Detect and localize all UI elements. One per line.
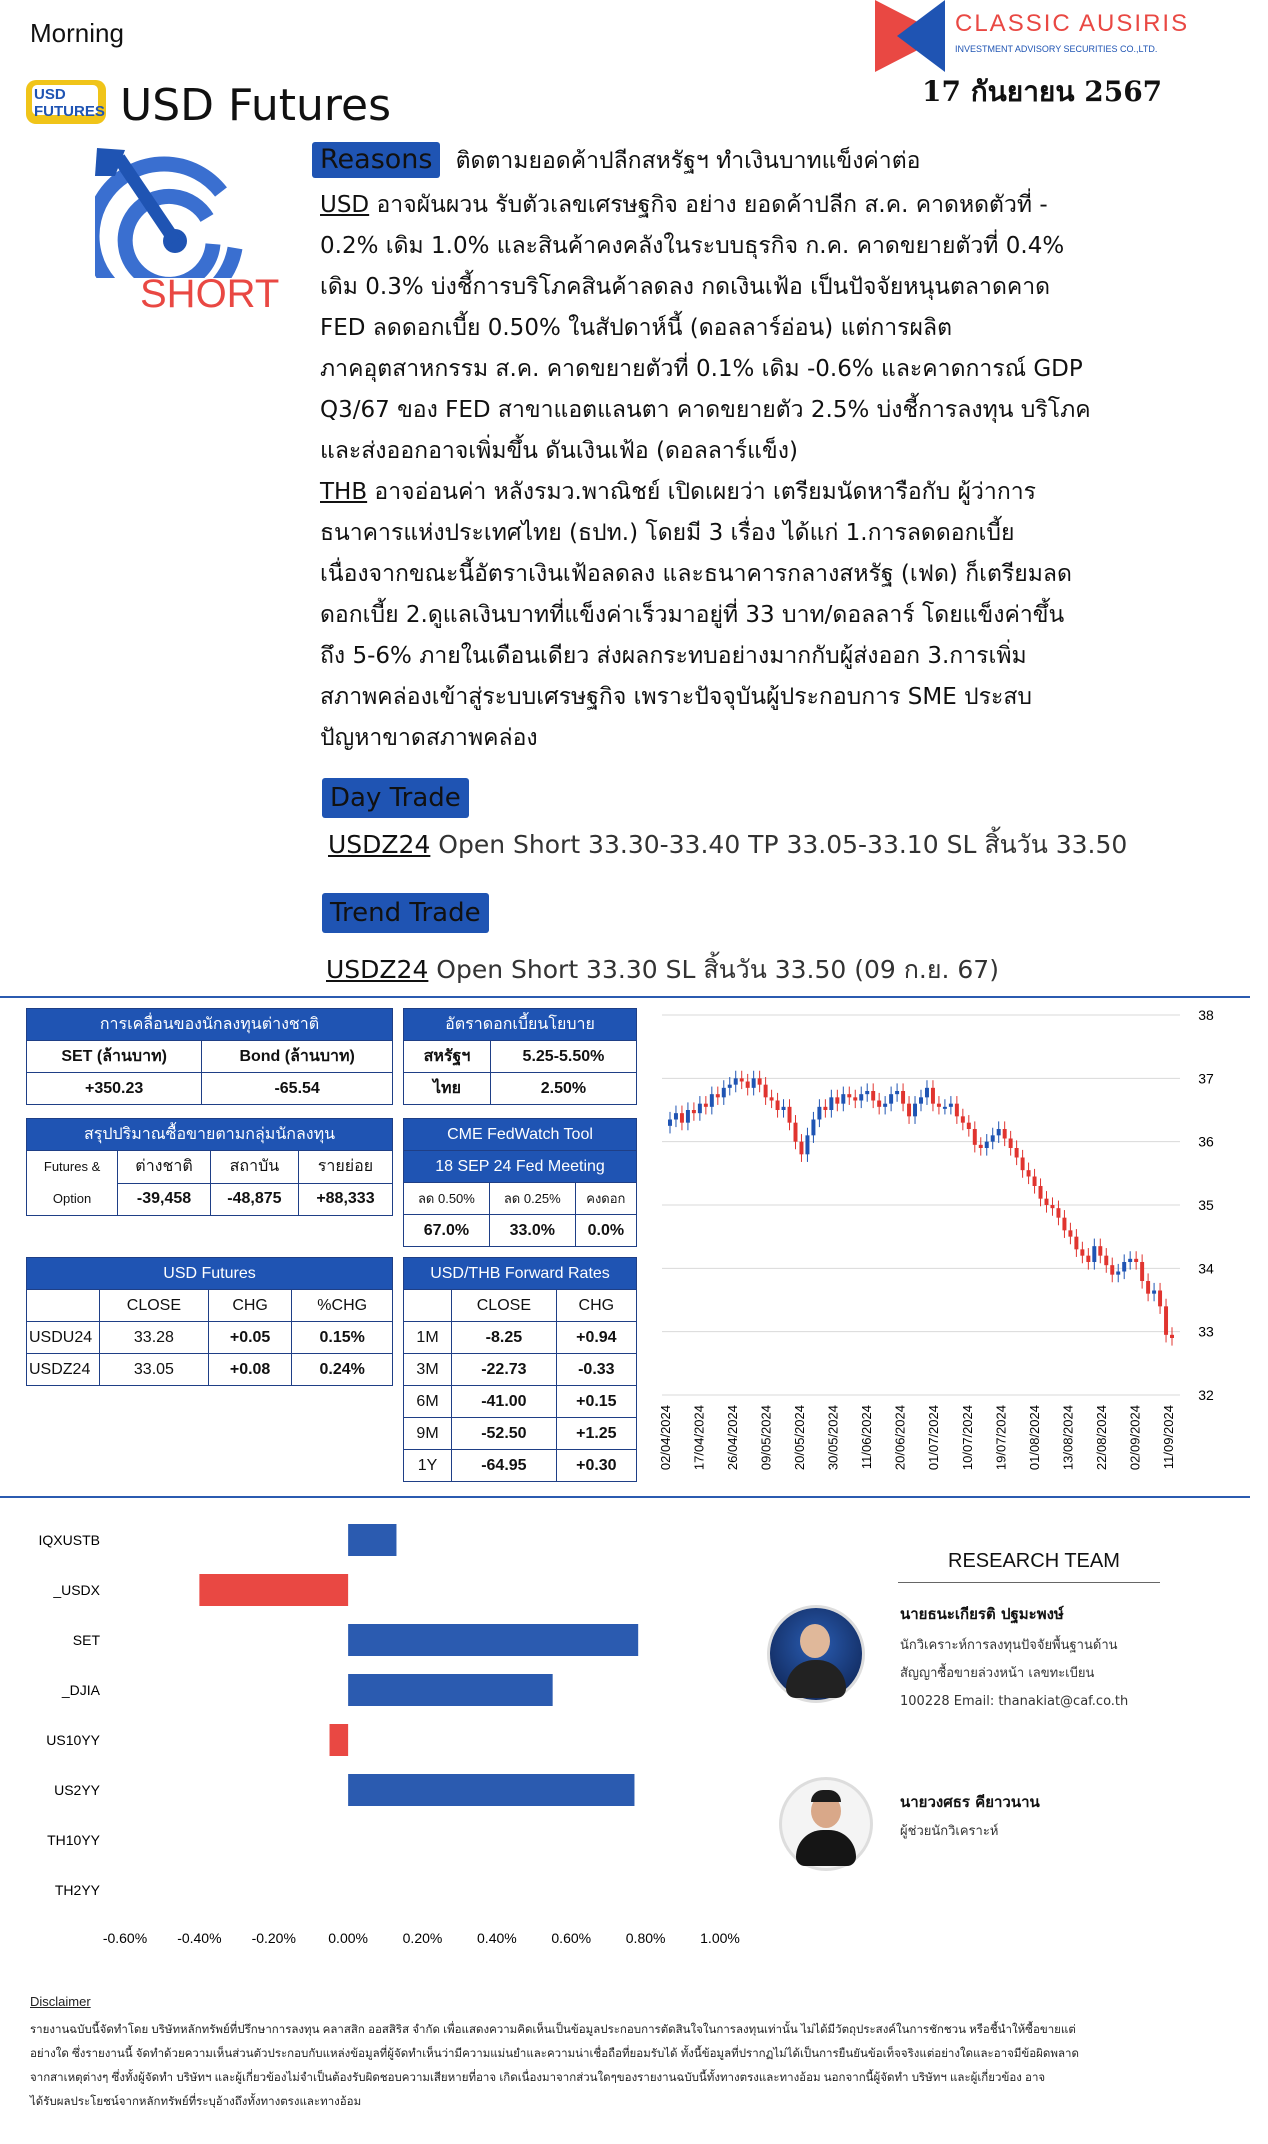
candle-body bbox=[1164, 1306, 1168, 1335]
x-tick-label: 0.80% bbox=[625, 1930, 666, 1946]
candle-body bbox=[901, 1091, 905, 1104]
x-tick-label: 26/04/2024 bbox=[725, 1405, 741, 1471]
candle-body bbox=[973, 1129, 977, 1145]
candle-body bbox=[686, 1110, 690, 1123]
candle-body bbox=[955, 1104, 959, 1117]
usd-paragraph: USD อาจผันผวน รับตัวเลขเศรษฐกิจ อย่าง ยอดค้าปลีก ส.ค. คาดหดตัวที่ - 0.2% เดิม 1.0% และสินค้าคงคลังในระบบธุรกิจ ก.ค. คาดขยายตัวที่ 0.4% เดิม 0.3% บ่งชี้การบริโภคสินค้าลดลง กดเงินเฟ้อ เป็นปัจจัยหนุนตลาดคาด FED ลดดอกเบี้ย 0.50% ในสัปดาห์นี้ (ดอลลาร์อ่อน) แต่การผลิต ภาคอุตสาหกรรม ส.ค. คาดขยายตัวที่ 0.1% เดิม -0.6% และคาดการณ์ GDP Q3/67 ของ FED สาขาแอตแลนตา คาดขยายตัว 2.5% บ่งชี้การลงทุน บริโภค และส่งออกอาจเพิ่มขึ้น ดันเงินเฟ้อ (ดอลลาร์แข็ง) THB อาจอ่อนค่า หลังรมว.พาณิชย์ เปิดเผยว่า เตรียมนัดหารือกับ ผู้ว่าการ ธนาคารแห่งประเทศไทย (ธปท.) โดยมี 3 เรื่อง ได้แก่ 1.การลดดอกเบี้ย เนื่องจากขณะนี้อัตราเงินเฟ้อลดลง และธนาคารกลางสหรัฐ (เฟด) ก็เตรียมลด ดอกเบี้ย 2.ดูแลเงินบาทที่แข็งค่าเร็วมาอยู่ที่ 33 บาท/ดอลลาร์ โดยแข็งค่าขึ้น ถึง 5-6% ภายในเดือนเดียว ส่งผลกระทบอย่างมากกับผู้ส่งออก 3.การเพิ่ม สภาพคล่องเข้าสู่ระบบเศรษฐกิจ เพราะปัจจุบันผู้ประกอบการ SME ประสบ ปัญหาขาดสภาพคล่อง bbox=[320, 192, 1091, 751]
candle-body bbox=[1098, 1246, 1102, 1256]
fedwatch-table: CME FedWatch Tool 18 SEP 24 Fed Meeting ลด 0.50% ลด 0.25% คงดอก 67.0% 33.0% 0.0% bbox=[403, 1118, 637, 1247]
category-label: TH10YY bbox=[47, 1832, 100, 1848]
candle-body bbox=[931, 1088, 935, 1104]
candle-body bbox=[895, 1091, 899, 1094]
x-tick-label: 01/07/2024 bbox=[926, 1405, 942, 1471]
candle-body bbox=[889, 1094, 893, 1104]
y-tick-label: 36 bbox=[1198, 1133, 1214, 1150]
candle-body bbox=[692, 1110, 696, 1113]
candle-body bbox=[961, 1116, 965, 1122]
analyst-role-2: ผู้ช่วยนักวิเคราะห์ bbox=[900, 1824, 999, 1839]
x-tick-label: 1.00% bbox=[700, 1930, 740, 1946]
candle-body bbox=[919, 1097, 923, 1103]
x-tick-label: 11/09/2024 bbox=[1160, 1405, 1176, 1470]
candle-body bbox=[811, 1120, 815, 1136]
x-tick-label: 17/04/2024 bbox=[691, 1405, 707, 1471]
candle-body bbox=[841, 1094, 845, 1104]
candle-body bbox=[829, 1097, 833, 1110]
investor-summary-table: สรุปปริมาณซื้อขายตามกลุ่มนักลงทุน Futures & Option ต่างชาติ สถาบัน รายย่อย -39,458 -48,875 +88,333 bbox=[26, 1118, 393, 1216]
candle-body bbox=[997, 1129, 1001, 1135]
category-label: IQXUSTB bbox=[38, 1532, 100, 1548]
category-label: _USDX bbox=[53, 1582, 100, 1598]
candle-body bbox=[847, 1094, 851, 1097]
candle-body bbox=[1170, 1335, 1174, 1338]
candle-body bbox=[943, 1107, 947, 1109]
candle-body bbox=[1122, 1262, 1126, 1272]
candle-body bbox=[799, 1142, 803, 1155]
candle-body bbox=[1009, 1139, 1013, 1149]
candle-body bbox=[1110, 1265, 1114, 1275]
y-tick-label: 37 bbox=[1198, 1070, 1214, 1087]
candle-body bbox=[1146, 1281, 1150, 1294]
candle-body bbox=[1134, 1259, 1138, 1262]
category-label: US2YY bbox=[54, 1782, 100, 1798]
x-tick-label: 09/05/2024 bbox=[758, 1405, 774, 1471]
analyst-photo-2 bbox=[782, 1780, 870, 1868]
y-tick-label: 33 bbox=[1198, 1323, 1214, 1340]
usd-futures-logo: USD FUTURES bbox=[26, 80, 106, 124]
x-tick-label: 20/06/2024 bbox=[892, 1405, 908, 1471]
x-tick-label: 30/05/2024 bbox=[825, 1405, 841, 1471]
x-tick-label: 11/06/2024 bbox=[859, 1405, 875, 1470]
day-trade-line: USDZ24 Open Short 33.30-33.40 TP 33.05-33.10 SL สิ้นวัน 33.50 bbox=[328, 830, 1128, 859]
brand-name: CLASSIC AUSIRIS bbox=[955, 10, 1190, 37]
candle-body bbox=[674, 1113, 678, 1119]
bar bbox=[348, 1774, 634, 1806]
foreign-flow-table: การเคลื่อนของนักลงทุนต่างชาติ SET (ล้านบาท) Bond (ล้านบาท) +350.23 -65.54 bbox=[26, 1008, 393, 1105]
candle-body bbox=[853, 1097, 857, 1100]
candle-body bbox=[1140, 1262, 1144, 1281]
candle-body bbox=[1068, 1230, 1072, 1236]
category-label: TH2YY bbox=[54, 1882, 100, 1898]
candle-body bbox=[949, 1104, 953, 1107]
day-trade-tag: Day Trade bbox=[322, 778, 469, 818]
divider-mid bbox=[0, 1496, 1250, 1498]
x-tick-label: 0.40% bbox=[477, 1930, 517, 1946]
candle-body bbox=[1056, 1208, 1060, 1218]
candle-body bbox=[1158, 1291, 1162, 1307]
candle-body bbox=[865, 1091, 869, 1094]
candle-body bbox=[835, 1097, 839, 1103]
candle-body bbox=[817, 1107, 821, 1120]
category-label: SET bbox=[72, 1632, 100, 1648]
x-tick-label: 10/07/2024 bbox=[959, 1405, 975, 1471]
disclaimer-text: รายงานฉบับนี้จัดทำโดย บริษัทหลักทรัพย์ที่ปรึกษาการลงทุน คลาสสิก ออสสิริส จำกัด เพื่อแสดงความคิดเห็นเป็นข้อมูลประกอบการตัดสินใจในการลงทุนเท่านั้น ไม่ได้มีวัตถุประสงค์ในการชักชวน หรือชี้นำให้ซื้อขายแต่ อย่างใด ซึ่งรายงานนี้ จัดทำด้วยความเห็นส่วนตัวประกอบกับแหล่งข้อมูลที่ผู้จัดทำเห็นว่ามีความแม่นยำและความน่าเชื่อถือที่ยอมรับได้ ทั้งนี้ข้อมูลที่ปรากฏไม่ได้เป็นการยืนยันข้อเท็จจริงแต่อย่างใดและอาจมีข้อผิดพลาด จากสาเหตุต่างๆ ซึ่งทั้งผู้จัดทำ บริษัทฯ และผู้เกี่ยวข้องไม่จำเป็นต้องรับผิดชอบความเสียหายที่อาจ เกิดเนื่องมาจากส่วนใดๆของรายงานฉบับนี้ทั้งทางตรงและทางอ้อม นอกจากนี้ผู้จัดทำ บริษัทฯ และผู้เกี่ยวข้อง อาจ ได้รับผลประโยชน์จากหลักทรัพย์ที่ระบุอ้างถึงทั้งทางตรงและทางอ้อม bbox=[30, 2024, 1079, 2108]
candle-body bbox=[937, 1104, 941, 1107]
bar bbox=[330, 1724, 349, 1756]
candle-body bbox=[871, 1091, 875, 1101]
bar bbox=[348, 1524, 396, 1556]
candle-body bbox=[752, 1078, 756, 1088]
candle-body bbox=[805, 1135, 809, 1154]
candle-body bbox=[913, 1104, 917, 1117]
usd-label: USD bbox=[320, 192, 370, 218]
candle-body bbox=[823, 1107, 827, 1110]
candle-body bbox=[1128, 1259, 1132, 1262]
x-tick-label: 13/08/2024 bbox=[1060, 1405, 1076, 1471]
candle-body bbox=[985, 1142, 989, 1148]
y-tick-label: 38 bbox=[1198, 1007, 1214, 1023]
trend-trade-line: USDZ24 Open Short 33.30 SL สิ้นวัน 33.50 (09 ก.ย. 67) bbox=[326, 955, 999, 984]
usd-futures-table: USD Futures CLOSE CHG %CHG USDU24 33.28 +0.05 0.15% USDZ24 33.05 +0.08 0.24% bbox=[26, 1257, 393, 1386]
candle-body bbox=[746, 1082, 750, 1088]
candle-body bbox=[716, 1094, 720, 1097]
candle-body bbox=[698, 1104, 702, 1114]
analyst-name-1: นายธนะเกียรติ ปฐมะพงษ์ bbox=[900, 1605, 1064, 1623]
x-tick-label: 02/09/2024 bbox=[1127, 1405, 1143, 1471]
x-tick-label: -0.40% bbox=[177, 1930, 222, 1946]
candle-body bbox=[1045, 1199, 1049, 1205]
target-arrow-icon bbox=[95, 148, 285, 278]
candle-body bbox=[722, 1088, 726, 1098]
divider-top bbox=[0, 996, 1250, 998]
edition-label: Morning bbox=[30, 18, 124, 48]
candle-body bbox=[1021, 1158, 1025, 1171]
candle-body bbox=[967, 1123, 971, 1129]
candle-body bbox=[907, 1104, 911, 1117]
x-tick-label: 01/08/2024 bbox=[1026, 1405, 1042, 1471]
candle-body bbox=[764, 1085, 768, 1098]
candle-body bbox=[1080, 1249, 1084, 1255]
candle-body bbox=[758, 1078, 762, 1084]
trend-trade-tag: Trend Trade bbox=[322, 893, 489, 933]
x-tick-label: 0.60% bbox=[551, 1930, 592, 1946]
candle-body bbox=[1062, 1218, 1066, 1231]
candle-body bbox=[1092, 1246, 1096, 1262]
bar bbox=[348, 1674, 553, 1706]
y-tick-label: 34 bbox=[1198, 1260, 1214, 1277]
x-tick-label: 22/08/2024 bbox=[1093, 1405, 1109, 1471]
y-tick-label: 35 bbox=[1198, 1197, 1214, 1213]
x-tick-label: 02/04/2024 bbox=[658, 1405, 673, 1471]
usdthb-price-chart bbox=[650, 1005, 1250, 1505]
company-logo bbox=[875, 0, 945, 72]
forward-rates-table: USD/THB Forward Rates CLOSE CHG 1M -8.25 +0.94 3M -22.73 -0.33 6M -41.00 +0.15 9M -52.50 +1.25 1Y -64.95 +0.30 bbox=[403, 1257, 637, 1482]
candle-body bbox=[740, 1078, 744, 1081]
candle-body bbox=[925, 1088, 929, 1098]
candle-body bbox=[1104, 1256, 1108, 1266]
category-label: _DJIA bbox=[61, 1682, 100, 1698]
x-tick-label: 0.00% bbox=[328, 1930, 368, 1946]
market-change-bar-chart bbox=[20, 1500, 740, 1980]
candle-body bbox=[668, 1120, 672, 1126]
candle-body bbox=[1152, 1291, 1156, 1294]
reasons-headline: ติดตามยอดค้าปลีกสหรัฐฯ ทำเงินบาทแข็งค่าต่อ bbox=[455, 148, 921, 174]
candle-body bbox=[1116, 1272, 1120, 1275]
x-tick-label: 19/07/2024 bbox=[993, 1405, 1009, 1471]
x-tick-label: -0.20% bbox=[251, 1930, 296, 1946]
candle-body bbox=[1039, 1186, 1043, 1199]
research-team-underline bbox=[898, 1582, 1160, 1583]
thb-label: THB bbox=[320, 479, 368, 505]
candle-body bbox=[794, 1123, 798, 1142]
candle-body bbox=[770, 1097, 774, 1100]
x-tick-label: -0.60% bbox=[102, 1930, 148, 1946]
candle-body bbox=[734, 1078, 738, 1084]
candle-body bbox=[1050, 1205, 1054, 1208]
candle-body bbox=[776, 1101, 780, 1111]
candle-body bbox=[979, 1145, 983, 1148]
policy-rate-table: อัตราดอกเบี้ยนโยบาย สหรัฐฯ 5.25-5.50% ไทย 2.50% bbox=[403, 1008, 637, 1105]
candle-body bbox=[1074, 1237, 1078, 1250]
x-tick-label: 0.20% bbox=[402, 1930, 443, 1946]
research-team-title: RESEARCH TEAM bbox=[948, 1550, 1120, 1572]
y-tick-label: 32 bbox=[1198, 1387, 1214, 1403]
analyst-role-1: นักวิเคราะห์การลงทุนปัจจัยพื้นฐานด้าน สัญญาซื้อขายล่วงหน้า เลขทะเบียน 100228 Email: thanakiat@caf.co.th bbox=[900, 1638, 1129, 1709]
signal-label: SHORT bbox=[140, 272, 280, 316]
candle-body bbox=[704, 1104, 708, 1107]
brand-subtitle: INVESTMENT ADVISORY SECURITIES CO.,LTD. bbox=[955, 44, 1158, 54]
category-label: US10YY bbox=[46, 1732, 100, 1748]
candle-body bbox=[877, 1101, 881, 1107]
candle-body bbox=[991, 1135, 995, 1141]
candle-body bbox=[1015, 1148, 1019, 1158]
bar bbox=[348, 1624, 638, 1656]
candle-body bbox=[788, 1107, 792, 1123]
candle-body bbox=[883, 1104, 887, 1107]
analyst-name-2: นายวงศธร คียาวนาน bbox=[900, 1793, 1040, 1811]
disclaimer-title: Disclaimer bbox=[30, 1994, 91, 2009]
x-tick-label: 20/05/2024 bbox=[792, 1405, 808, 1471]
candle-body bbox=[1027, 1170, 1031, 1176]
candle-body bbox=[1086, 1256, 1090, 1262]
candle-body bbox=[728, 1085, 732, 1088]
candle-body bbox=[859, 1094, 863, 1100]
reasons-tag: Reasons bbox=[312, 142, 440, 178]
report-date: 17 กันยายน 2567 bbox=[922, 75, 1163, 108]
candle-body bbox=[1003, 1129, 1007, 1139]
candle-body bbox=[782, 1107, 786, 1110]
candle-body bbox=[1033, 1177, 1037, 1187]
product-title: USD Futures bbox=[120, 80, 392, 131]
candle-body bbox=[680, 1113, 684, 1123]
analyst-photo-1 bbox=[770, 1608, 862, 1700]
candle-body bbox=[710, 1094, 714, 1107]
bar bbox=[199, 1574, 348, 1606]
